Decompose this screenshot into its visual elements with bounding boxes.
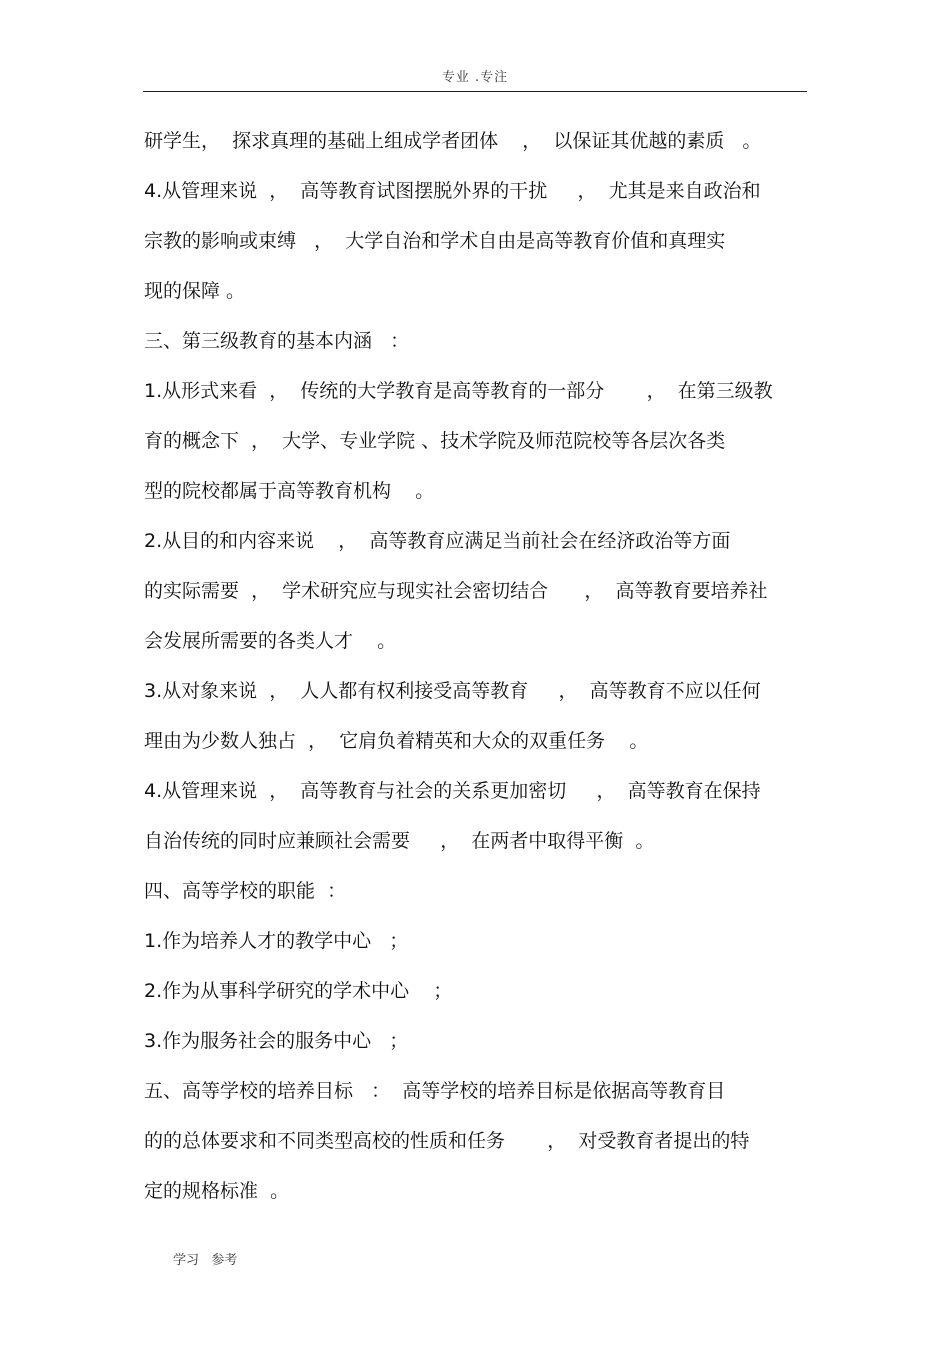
text-line: 现的保障 。 — [144, 280, 246, 302]
page-footer: 学习 参考 — [173, 1253, 238, 1268]
section-heading: 三、第三级教育的基本内涵 ： — [144, 330, 410, 352]
text-line: 研学生， 探求真理的基础上组成学者团体 ， 以保证其优越的素质 。 — [144, 130, 762, 152]
text-line: 的实际需要 ， 学术研究应与现实社会密切结合 ， 高等教育要培养社 — [144, 580, 768, 602]
text-line: 2.作为从事科学研究的学术中心 ； — [144, 980, 453, 1002]
text-line: 的的总体要求和不同类型高校的性质和任务 ， 对受教育者提出的特 — [144, 1130, 750, 1152]
section-heading: 五、高等学校的培养目标 ： 高等学校的培养目标是依据高等教育目 — [144, 1080, 726, 1102]
header-divider — [143, 91, 807, 92]
text-line: 3.作为服务社会的服务中心 ； — [144, 1030, 409, 1052]
text-line: 宗教的影响或束缚 ， 大学自治和学术自由是高等教育价值和真理实 — [144, 230, 726, 252]
text-line: 4.从管理来说 ， 高等教育与社会的关系更加密切 ， 高等教育在保持 — [144, 780, 761, 802]
text-line: 1.从形式来看 ， 传统的大学教育是高等教育的一部分 ， 在第三级教 — [144, 380, 773, 402]
page-header: 专业 .专注 — [441, 70, 509, 85]
text-line: 4.从管理来说 ， 高等教育试图摆脱外界的干扰 ， 尤其是来自政治和 — [144, 180, 761, 202]
body-text — [144, 120, 804, 1220]
text-line: 1.作为培养人才的教学中心 ； — [144, 930, 409, 952]
text-line: 理由为少数人独占 ， 它肩负着精英和大众的双重任务 。 — [144, 730, 649, 752]
text-line: 育的概念下 ， 大学、专业学院 、技术学院及师范院校等各层次各类 — [144, 430, 726, 452]
text-line: 2.从目的和内容来说 ， 高等教育应满足当前社会在经济政治等方面 — [144, 530, 731, 552]
text-line: 型的院校都属于高等教育机构 。 — [144, 480, 435, 502]
text-line: 自治传统的同时应兼顾社会需要 ， 在两者中取得平衡 。 — [144, 830, 655, 852]
text-line: 定的规格标准 。 — [144, 1180, 290, 1202]
section-heading: 四、高等学校的职能 ： — [144, 880, 347, 902]
text-line: 会发展所需要的各类人才 。 — [144, 630, 397, 652]
text-line: 3.从对象来说 ， 人人都有权利接受高等教育 ， 高等教育不应以任何 — [144, 680, 761, 702]
